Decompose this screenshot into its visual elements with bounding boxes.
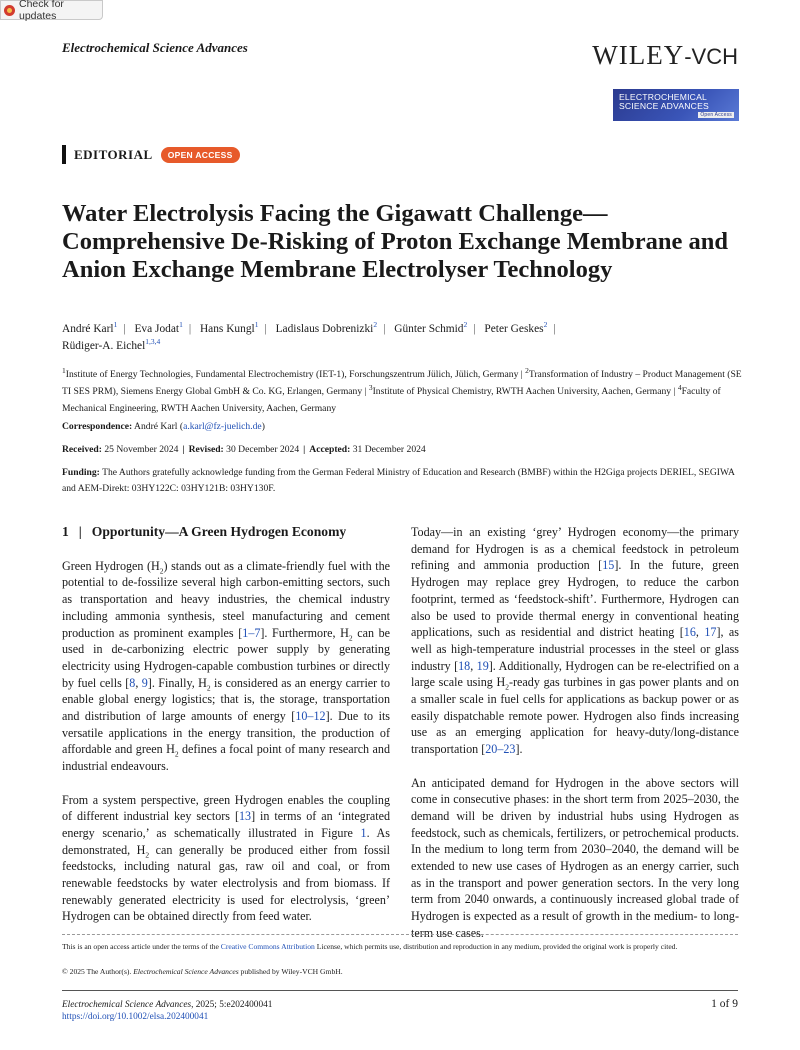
affiliation: Institute of Physical Chemistry, RWTH Aachen University, Aachen, Germany	[372, 386, 672, 397]
publisher-suffix: -VCH	[684, 44, 738, 69]
crossmark-icon	[4, 5, 15, 16]
article-type-label: EDITORIAL	[74, 146, 153, 162]
citation-link[interactable]: 19	[476, 658, 489, 673]
license-statement: This is an open access article under the terms of the Creative Commons Attribution License, which permits use, distribution and reproduction in any medium, provided the original work is properly cited.	[62, 942, 678, 951]
publisher-logo	[592, 40, 738, 71]
citation-link[interactable]: 9	[141, 675, 148, 690]
journal-cover-logo	[613, 89, 739, 121]
page-number: 1 of 9	[711, 998, 738, 1010]
affiliation: Institute of Energy Technologies, Fundamental Electrochemistry (IET-1), Forschungszentrum Jülich, Jülich, Germany	[65, 369, 519, 380]
affiliation: Faculty of Mechanical Engineering, RWTH Aachen University, Aachen, Germany	[62, 386, 721, 414]
citation-link[interactable]: 8	[129, 675, 136, 690]
citation-link[interactable]: 17	[704, 625, 717, 640]
article-title: Water Electrolysis Facing the Gigawatt Challenge—Comprehensive De-Risking of Proton Exchange Membrane and Anion Exchange Membrane Electrolyser Technology	[62, 200, 729, 283]
footer-divider	[62, 934, 738, 935]
body-column-left	[62, 524, 390, 942]
article-type-bar	[62, 145, 66, 164]
citation-link[interactable]: 18	[458, 658, 471, 673]
article-type	[62, 145, 240, 164]
citation-info: Electrochemical Science Advances, 2025; 5:e202400041 https://doi.org/10.1002/elsa.202400041	[62, 1000, 273, 1022]
author[interactable]: Eva Jodat$^1$	[134, 320, 183, 335]
citation-link[interactable]: 10–12	[295, 709, 326, 724]
article-dates: Received: 25 November 2024 | Revised: 30 December 2024 | Accepted: 31 December 2024	[62, 444, 426, 455]
paragraph: An anticipated demand for Hydrogen in the above sectors will come in consecutive phases: in the short term from 2025–2030, the demand will be driven by industrial hubs using Hydrogen as feedstock, such as chemicals, fertilizers, or petrochemical products. In the medium to long term from 2030–2040, the demand will be extended to new use cases of Hydrogen as an energy carrier, such as in the transport and power generation sectors. In the very long term from 2040 onwards, a continuously increased global trade of Hydrogen is expected as a result of growth in the medium- to long-term use cases.	[411, 775, 739, 940]
paragraph: Green Hydrogen $(H_2)$ stands out as a climate-friendly fuel with the potential to de-fossilize several high carbon-emitting sectors, such as transportation and heavy industries, the chemical industry including ammonia synthesis, steel manufacturing and cement production as prominent examples [1–7]. Furthermore, $H_2$ can be used in de-carbonizing electric power supply by generating electricity using Hydrogen-capable combustion turbines or directly by fuel cells [8, 9]. Finally, $H_2$ is considered as an energy carrier to enable global energy logistics; that is, the storage, transportation and distribution of large amounts of energy [10–12]. Due to its versatile applications in the energy transition, the production of affordable and green $H_2$ defines a focal point of many research and industrial endeavours.	[62, 558, 391, 774]
paragraph: Today—in an existing ‘grey’ Hydrogen economy—the primary demand for Hydrogen is as a chemical feedstock in petroleum refining and ammonia production [15]. In the future, green Hydrogen may replace grey Hydrogen, to reduce the carbon footprint, termed as ‘feedstock-shift’. Furthermore, Hydrogen can also be used to provide thermal energy in conventional heating applications, such as residential and district heating [16, 17], as well as high-temperature industrial processes in the steel or glass industry [18, 19]. Additionally, Hydrogen can be re-electrified on a large scale using $H_2$-ready gas turbines in gas power plants and on a smaller scale in fuel cells for applications as backup power or as easily dispatchable remote power. Hydrogen also finds increasing use as an emerging application for heavy-duty/long-distance transportation [20–23].	[411, 525, 740, 757]
citation-link[interactable]: 13	[238, 809, 252, 824]
affiliations: $^1$Institute of Energy Technologies, Fundamental Electrochemistry (IET-1), Forschungszentrum Jülich, Jülich, Germany | $^2$Transformation of Industry – Product Management (SE TI SES PRM), Siemens Energy Global GmbH & Co. KG, Erlangen, Germany | $^3$Institute of Physical Chemistry, RWTH Aachen University, Aachen, Germany | $^4$Faculty of Mechanical Engineering, RWTH Aachen University, Aachen, Germany	[62, 365, 742, 414]
check-for-updates-badge[interactable]	[0, 0, 103, 20]
body-column-right	[411, 524, 739, 958]
citation-link[interactable]: 15	[602, 558, 615, 573]
journal-name: Electrochemical Science Advances	[62, 40, 248, 55]
affiliation: Transformation of Industry – Product Management (SE TI SES PRM), Siemens Energy Global GmbH & Co. KG, Erlangen, Germany	[62, 369, 742, 397]
logo-line-1: ELECTROCHEMICAL	[619, 92, 707, 102]
logo-open-access: Open Access	[700, 112, 732, 118]
author[interactable]: Ladislaus Dobrenizki$^2$	[275, 320, 378, 335]
paragraph: From a system perspective, green Hydrogen enables the coupling of different industrial key sectors [13] in terms of an ‘integrated energy scenario,’ as schematically illustrated in Figure 1. As demonstrated, $H_2$ can generally be produced either from fossil feedstocks, including natural gas, raw oil and coal, or from renewable feedstocks by water electrolysis and from biomass. If renewably generated electricity is used for electrolysis, ‘green’ Hydrogen can be obtained directly from feed water.	[62, 792, 390, 924]
logo-line-2: SCIENCE ADVANCES	[619, 101, 709, 111]
author[interactable]: André Karl$^1$	[62, 320, 118, 335]
doi-link[interactable]: https://doi.org/10.1002/elsa.202400041	[62, 1012, 209, 1022]
citation-link[interactable]: 20–23	[485, 742, 516, 757]
author[interactable]: Hans Kungl$^1$	[199, 320, 259, 335]
citation-link[interactable]: 1–7	[242, 625, 261, 640]
section-heading: 1 | Opportunity—A Green Hydrogen Economy	[62, 524, 347, 539]
author-list: André Karl$^1$ | Eva Jodat$^1$ | Hans Kungl$^1$ | Ladislaus Dobrenizki$^2$ | Günter Schmid$^2$ | Peter Geskes$^2$ | Rüdiger-A. Eichel$^{1,3,4}$	[62, 320, 556, 352]
citation-link[interactable]: 16	[683, 625, 696, 640]
author[interactable]: Peter Geskes$^2$	[484, 320, 548, 335]
page-footer-rule	[62, 990, 738, 991]
license-link[interactable]: Creative Commons Attribution	[220, 942, 315, 951]
correspondence-email-link[interactable]: a.karl@fz-juelich.de	[183, 421, 262, 432]
funding-statement: Funding: The Authors gratefully acknowledge funding from the German Federal Ministry of Education and Research (BMBF) within the H2Giga projects DERIEL, SEGIWA and AEM-Direkt: 03HY122C: 03HY121B: 03HY130F.	[62, 467, 735, 494]
author[interactable]: Günter Schmid$^2$	[394, 320, 468, 335]
correspondence: Correspondence: André Karl (a.karl@fz-juelich.de)	[62, 421, 265, 432]
publisher-name: WILEY	[592, 40, 685, 70]
check-for-updates-label: Check for updates	[19, 0, 64, 22]
open-access-badge: OPEN ACCESS	[161, 147, 240, 163]
copyright-statement: © 2025 The Author(s). Electrochemical Science Advances published by Wiley-VCH GmbH.	[62, 967, 343, 976]
figure-link[interactable]: 1	[360, 825, 367, 840]
author[interactable]: Rüdiger-A. Eichel$^{1,3,4}$	[62, 337, 161, 352]
